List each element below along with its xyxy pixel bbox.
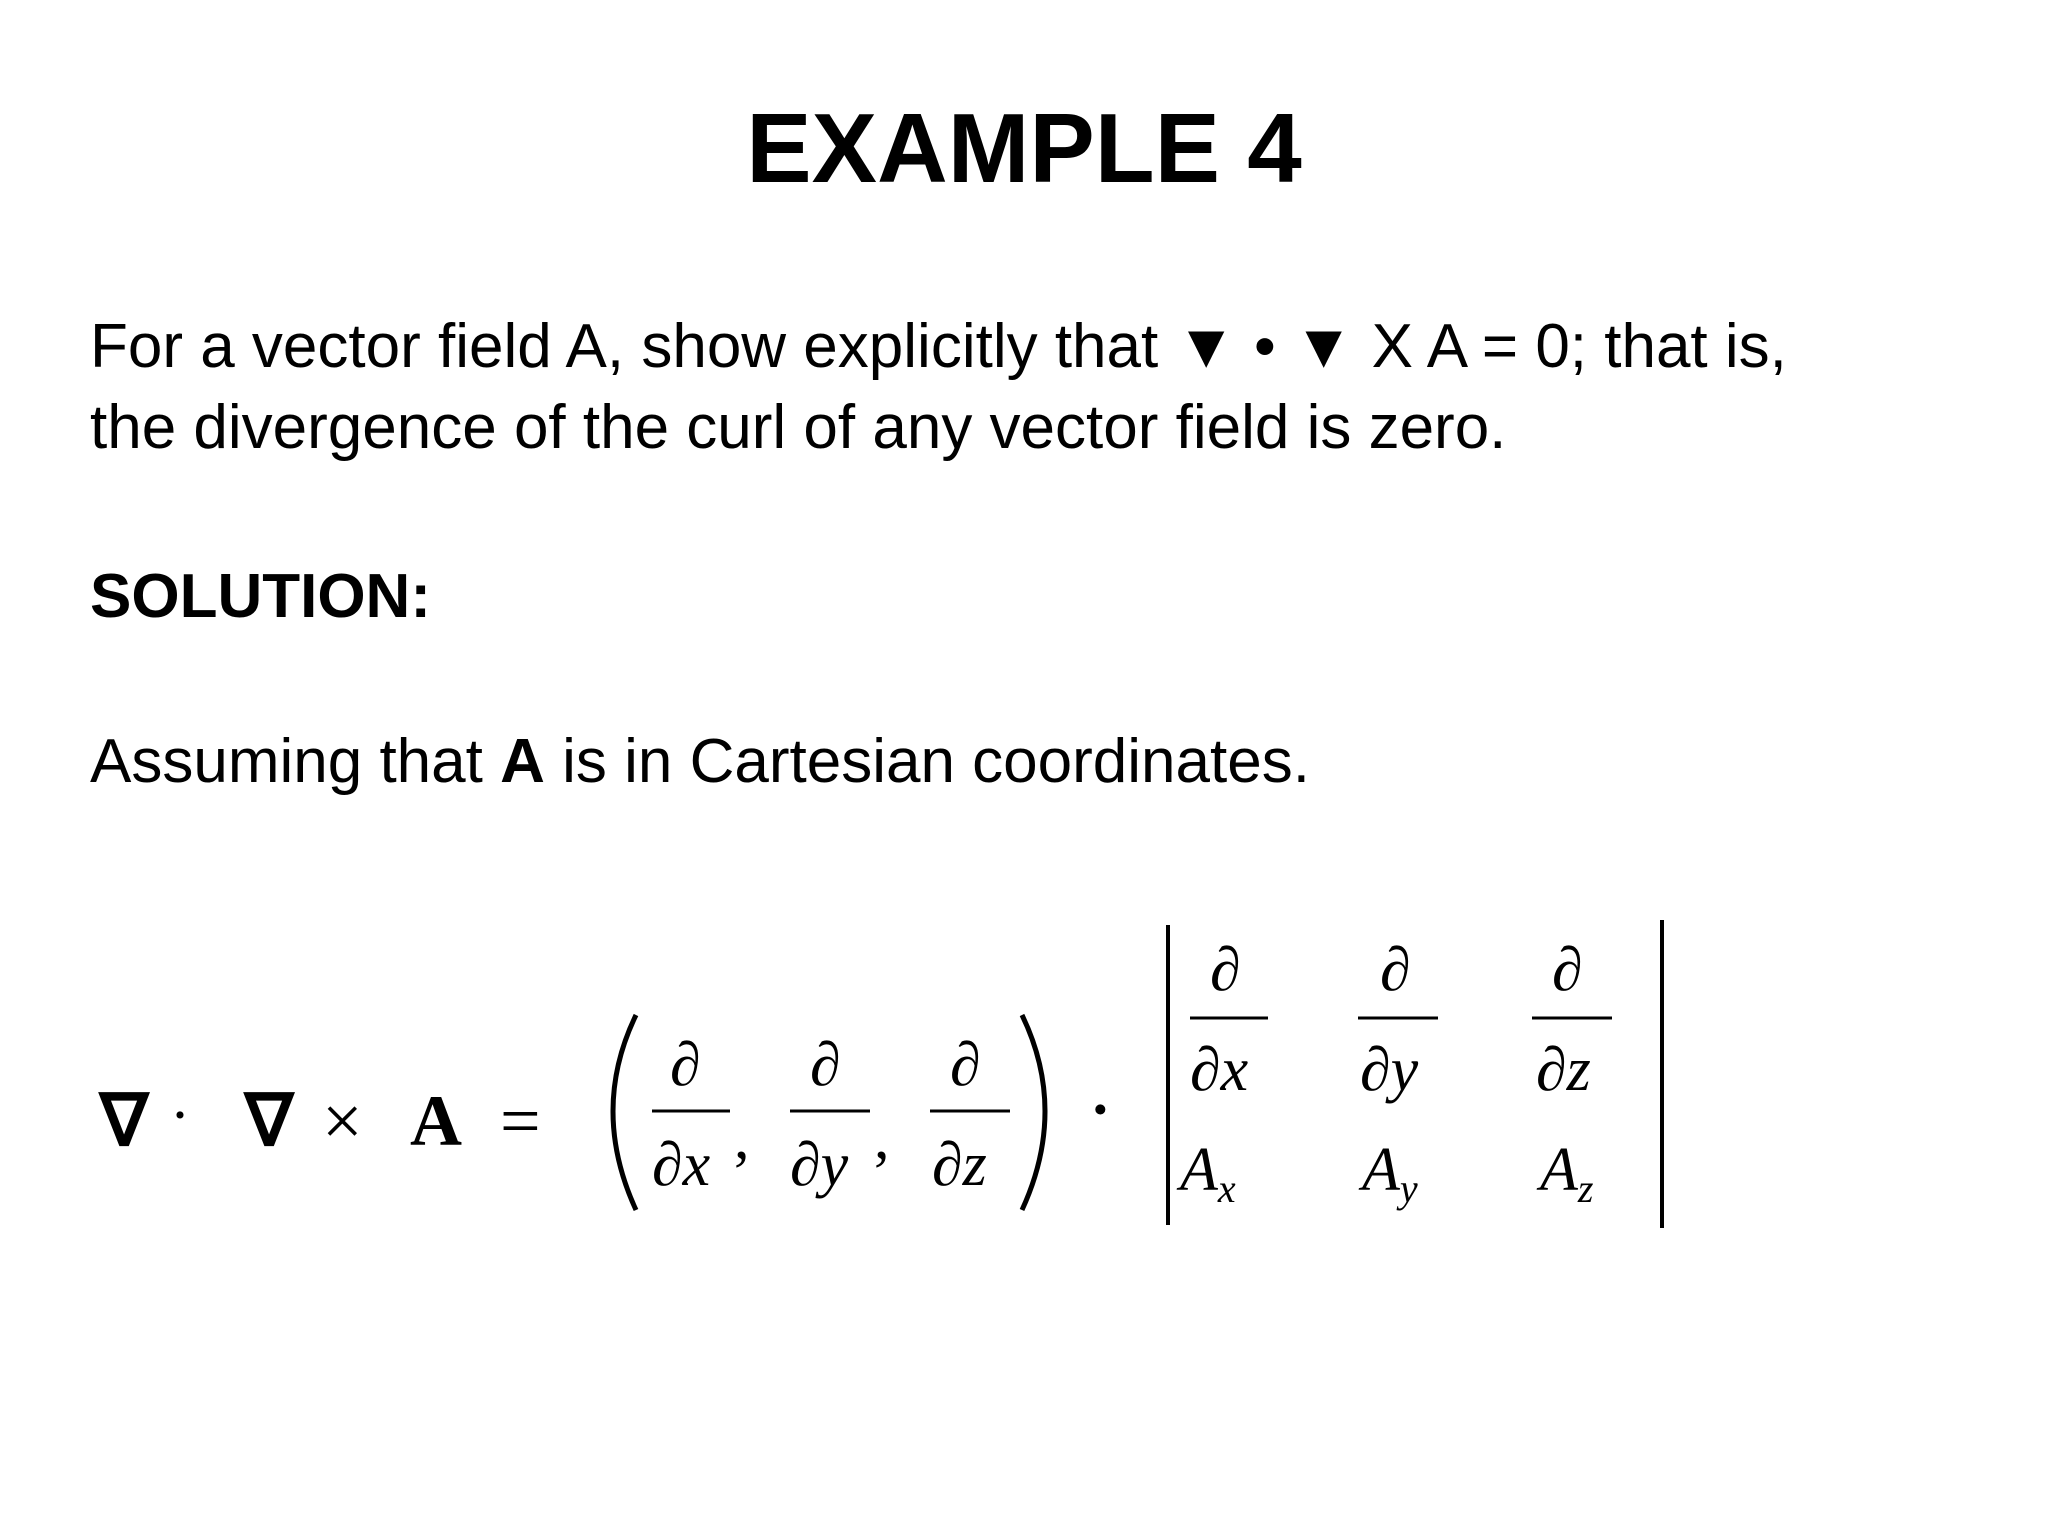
det-Ay-sub: y bbox=[1399, 1166, 1418, 1211]
dot-operator: · bbox=[1090, 1076, 1111, 1144]
det-den-y: ∂y bbox=[1360, 1036, 1419, 1104]
assumption-suffix: is in Cartesian coordinates. bbox=[544, 727, 1310, 796]
grad-num-x: ∂ bbox=[670, 1031, 701, 1099]
lhs-equals: = bbox=[500, 1081, 541, 1161]
left-paren bbox=[613, 1015, 636, 1210]
solution-heading: SOLUTION: bbox=[90, 562, 431, 631]
problem-statement bbox=[90, 306, 2010, 468]
det-Az-sub: z bbox=[1577, 1166, 1594, 1211]
det-Ax bbox=[1176, 1136, 1236, 1211]
grad-comma-1: , bbox=[734, 1104, 750, 1172]
det-num-x: ∂ bbox=[1210, 936, 1241, 1004]
grad-num-y: ∂ bbox=[810, 1031, 841, 1099]
det-Az-base: A bbox=[1540, 1136, 1578, 1204]
det-Ax-sub: x bbox=[1217, 1166, 1236, 1211]
det-num-z: ∂ bbox=[1552, 936, 1583, 1004]
assumption-vector-A: A bbox=[500, 727, 545, 796]
problem-line-2: the divergence of the curl of any vector field is zero. bbox=[90, 393, 1507, 462]
lhs-A: A bbox=[410, 1081, 462, 1161]
assumption-text bbox=[90, 725, 1310, 799]
grad-den-y: ∂y bbox=[790, 1131, 849, 1199]
problem-line-1: For a vector field A, show explicitly that ▼ • ▼ X A = 0; that is, bbox=[90, 312, 1787, 381]
grad-den-z: ∂z bbox=[932, 1131, 987, 1199]
det-den-z: ∂z bbox=[1536, 1036, 1591, 1104]
det-Ay bbox=[1358, 1136, 1418, 1211]
equation-svg bbox=[90, 890, 1720, 1250]
det-Az bbox=[1536, 1136, 1594, 1211]
lhs-nabla-2: ∇ bbox=[245, 1081, 294, 1161]
lhs-cross: × bbox=[322, 1081, 363, 1161]
grad-den-x: ∂x bbox=[652, 1131, 711, 1199]
equation-image bbox=[90, 890, 1720, 1250]
det-den-x: ∂x bbox=[1190, 1036, 1249, 1104]
right-paren bbox=[1022, 1015, 1045, 1210]
lhs-dot: · bbox=[170, 1082, 190, 1148]
det-num-y: ∂ bbox=[1380, 936, 1411, 1004]
lhs-nabla-1: ∇ bbox=[100, 1081, 149, 1161]
assumption-prefix: Assuming that bbox=[90, 727, 501, 796]
grad-num-z: ∂ bbox=[950, 1031, 981, 1099]
grad-comma-2: , bbox=[874, 1104, 890, 1172]
det-Ay-base: A bbox=[1362, 1136, 1400, 1204]
det-Ax-base: A bbox=[1180, 1136, 1218, 1204]
slide-title: EXAMPLE 4 bbox=[746, 93, 1302, 203]
